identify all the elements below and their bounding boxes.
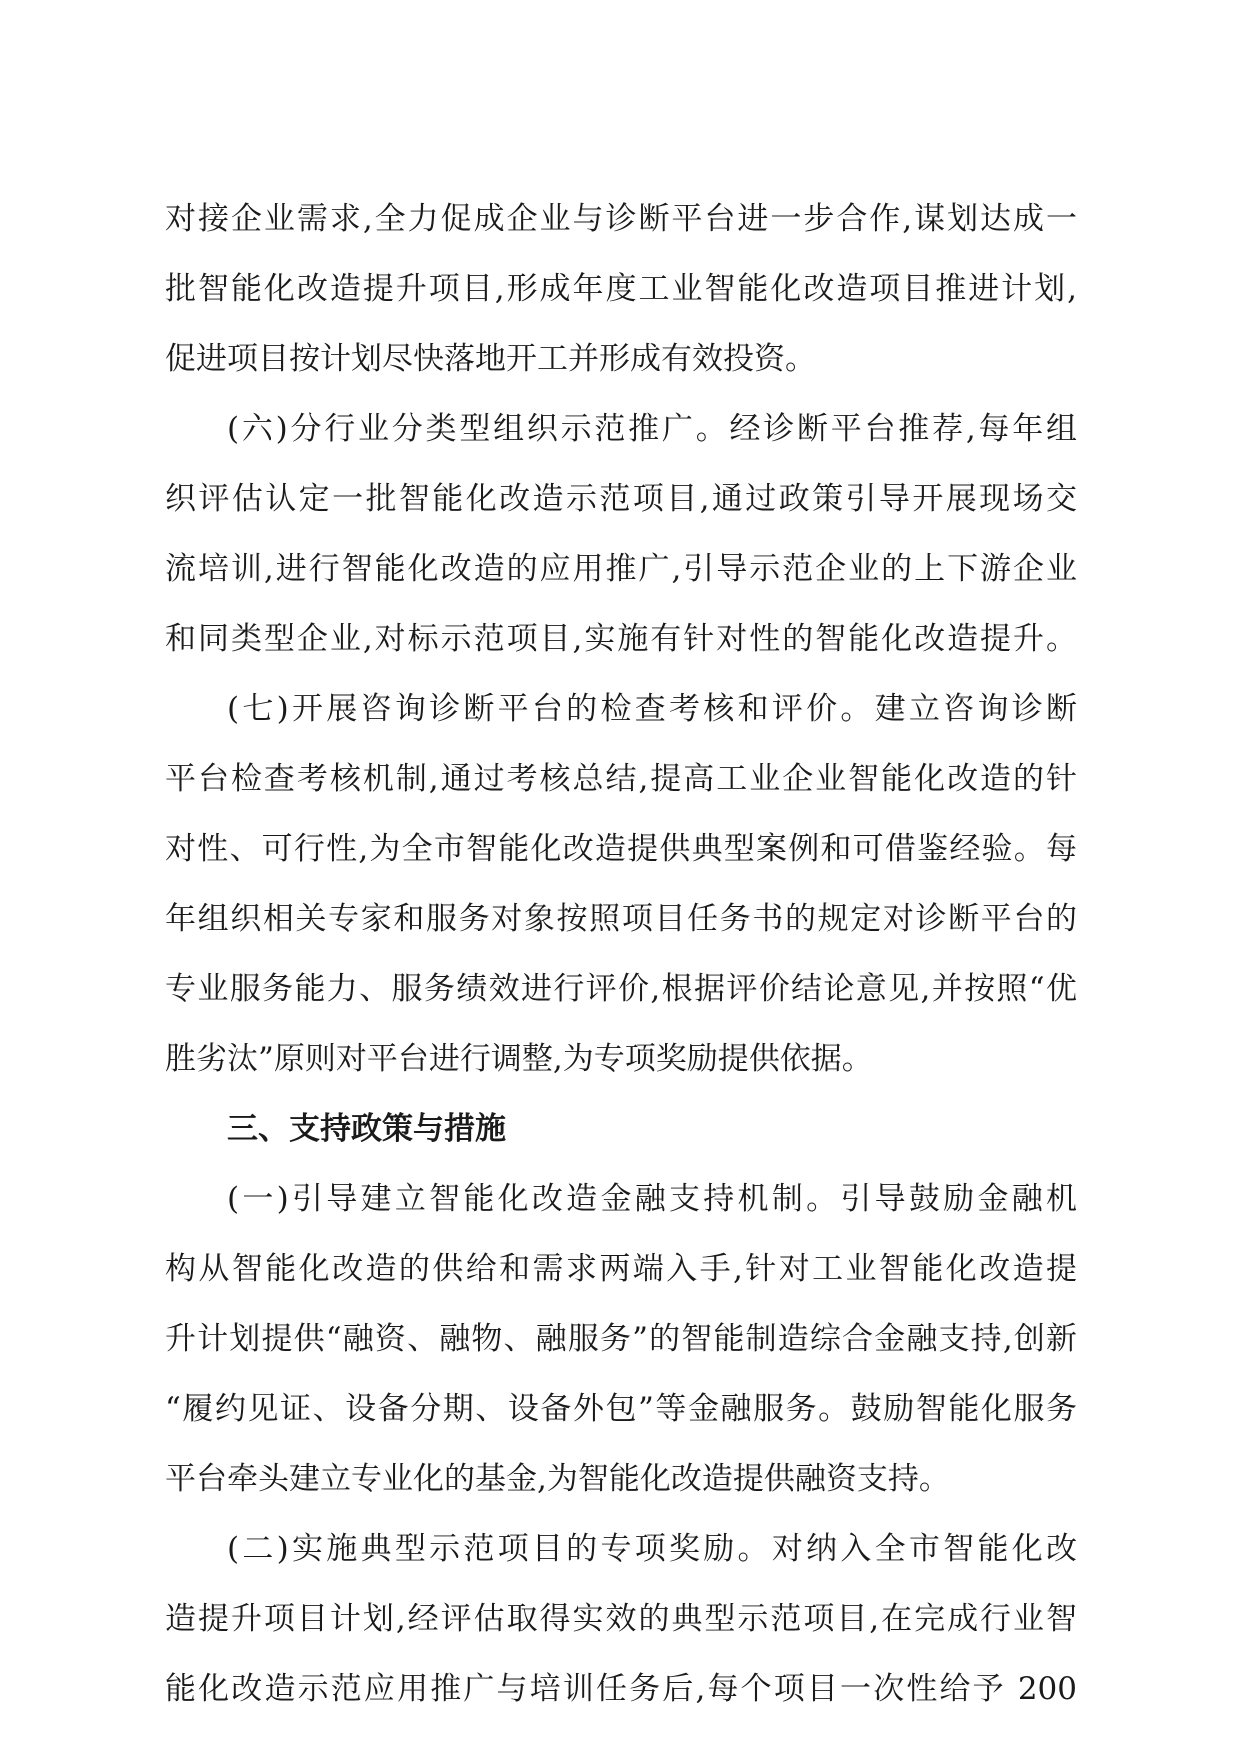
paragraph-heading-6: (六)分行业分类型组织示范推广。经诊断平台推荐,每年组 <box>227 411 1077 447</box>
body-text-line: 流培训,进行智能化改造的应用推广,引导示范企业的上下游企业 <box>165 551 1077 587</box>
body-text-line: 对接企业需求,全力促成企业与诊断平台进一步合作,谋划达成一 <box>165 201 1077 237</box>
body-text-line: 批智能化改造提升项目,形成年度工业智能化改造项目推进计划, <box>165 271 1077 307</box>
paragraph-heading-1: (一)引导建立智能化改造金融支持机制。引导鼓励金融机 <box>227 1181 1077 1217</box>
body-text-line: 胜劣汰”原则对平台进行调整,为专项奖励提供依据。 <box>165 1041 873 1077</box>
body-text-line: 造提升项目计划,经评估取得实效的典型示范项目,在完成行业智 <box>165 1601 1077 1637</box>
paragraph-heading-7: (七)开展咨询诊断平台的检查考核和评价。建立咨询诊断 <box>227 691 1077 727</box>
body-text-line: 平台检查考核机制,通过考核总结,提高工业企业智能化改造的针 <box>165 761 1077 797</box>
body-text-line: “履约见证、设备分期、设备外包”等金融服务。鼓励智能化服务 <box>165 1391 1077 1427</box>
body-text-line: 年组织相关专家和服务对象按照项目任务书的规定对诊断平台的 <box>165 901 1077 937</box>
body-text-line: 对性、可行性,为全市智能化改造提供典型案例和可借鉴经验。每 <box>165 831 1077 867</box>
body-text-line: 专业服务能力、服务绩效进行评价,根据评价结论意见,并按照“优 <box>165 971 1077 1007</box>
body-text-line: 织评估认定一批智能化改造示范项目,通过政策引导开展现场交 <box>165 481 1077 517</box>
body-text-line: 构从智能化改造的供给和需求两端入手,针对工业智能化改造提 <box>165 1251 1077 1287</box>
body-text-line: 平台牵头建立专业化的基金,为智能化改造提供融资支持。 <box>165 1461 950 1497</box>
paragraph-heading-2: (二)实施典型示范项目的专项奖励。对纳入全市智能化改 <box>227 1531 1077 1567</box>
body-text-line: 能化改造示范应用推广与培训任务后,每个项目一次性给予 200 <box>165 1671 1077 1707</box>
body-text-line: 促进项目按计划尽快落地开工并形成有效投资。 <box>165 341 816 377</box>
body-text-line: 和同类型企业,对标示范项目,实施有针对性的智能化改造提升。 <box>165 621 1077 657</box>
section-heading: 三、支持政策与措施 <box>227 1111 506 1147</box>
body-text-line: 升计划提供“融资、融物、融服务”的智能制造综合金融支持,创新 <box>165 1321 1077 1357</box>
